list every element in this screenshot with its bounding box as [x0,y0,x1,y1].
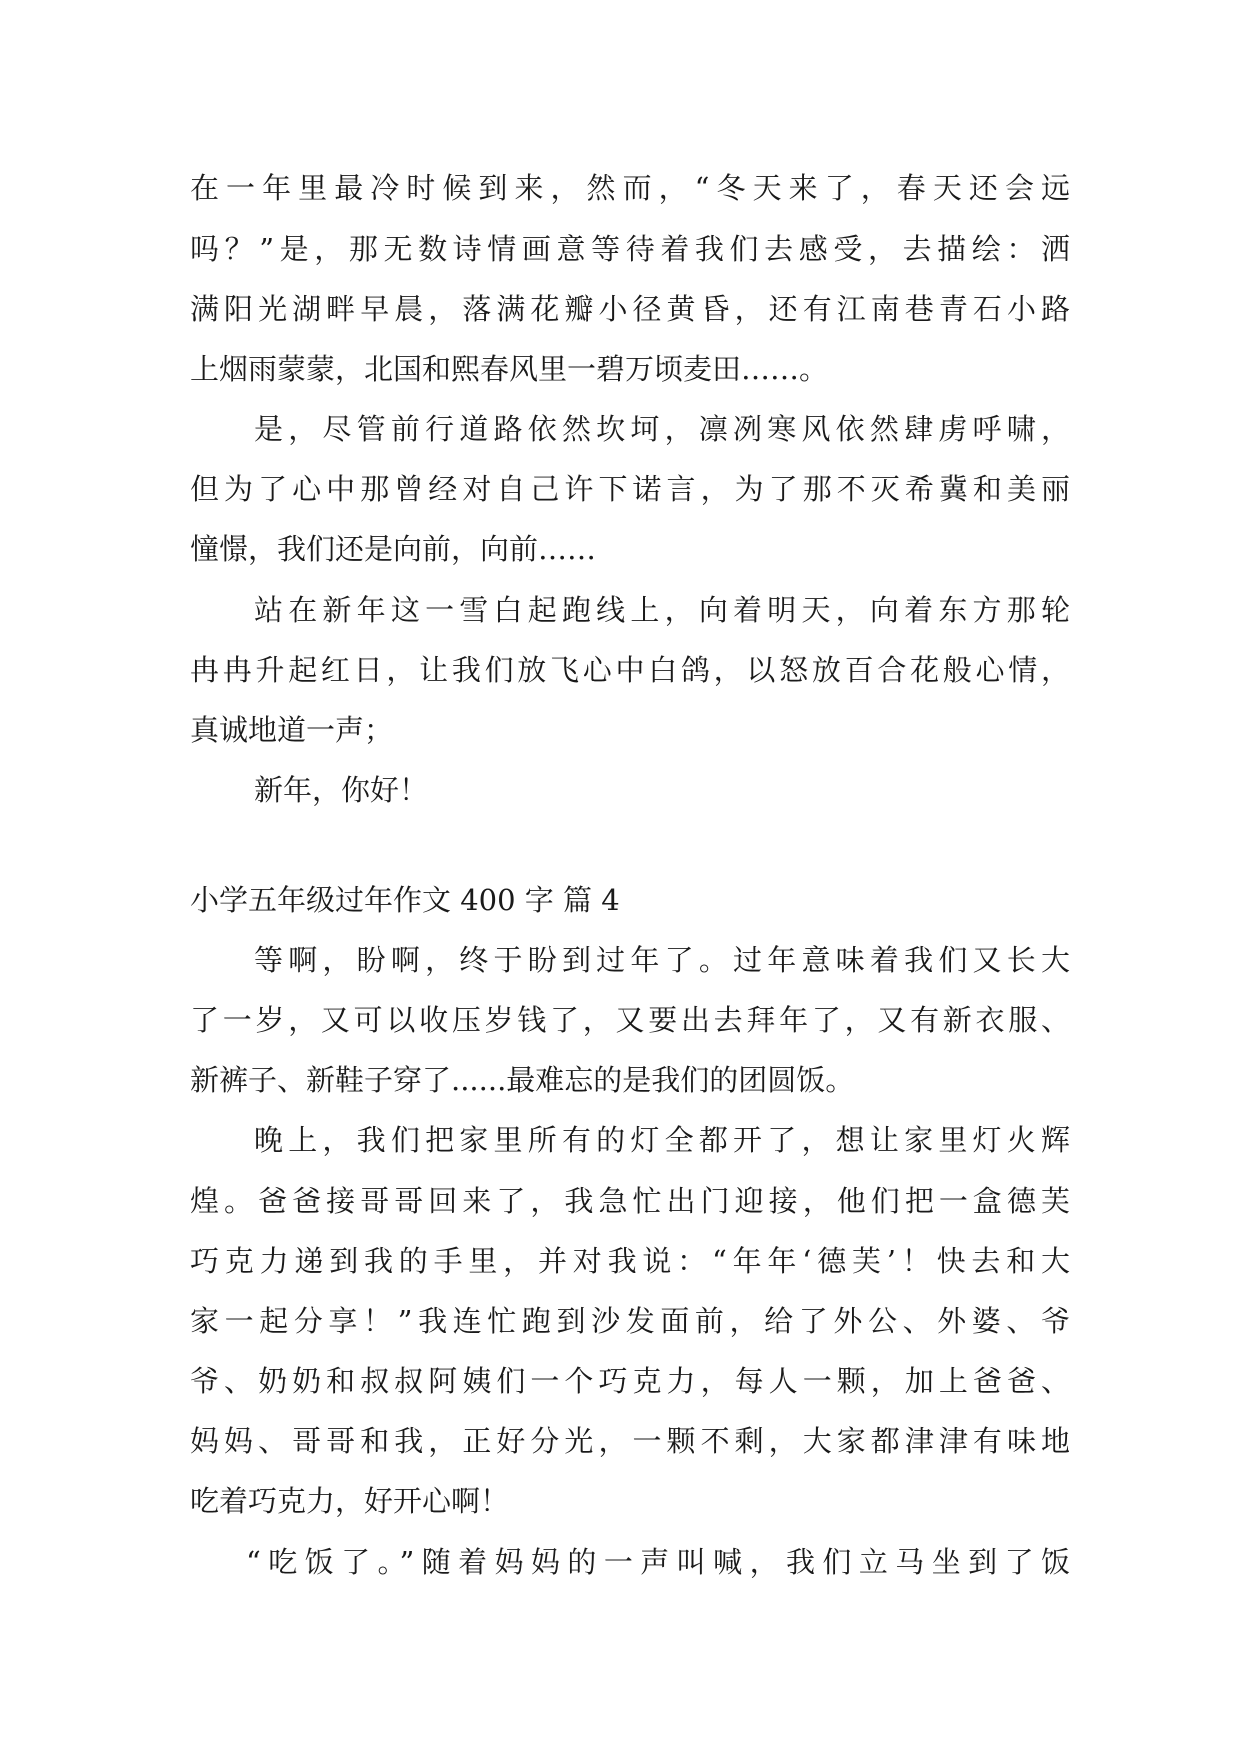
paragraph-first-line: 等啊，盼啊，终于盼到过年了。过年意味着我们又长大 [254,943,1070,977]
paragraph-first-line: 是，尽管前行道路依然坎坷，凛冽寒风依然肆虏呼啸， [254,412,1070,446]
text-line: 煌。爸爸接哥哥回来了，我急忙出门迎接，他们把一盒德芙 [190,1184,1070,1218]
text-line: 在一年里最冷时候到来，然而，“冬天来了，春天还会远 [190,171,1070,205]
paragraph-first-line: “吃饭了。”随着妈妈的一声叫喊，我们立马坐到了饭 [246,1545,1070,1579]
text-line: 冉冉升起红日，让我们放飞心中白鸽，以怒放百合花般心情， [190,653,1070,687]
text-line: 但为了心中那曾经对自己许下诺言，为了那不灭希冀和美丽 [190,472,1070,506]
text-line: 上烟雨蒙蒙，北国和熙春风里一碧万顷麦田……。 [190,352,829,386]
text-line: 巧克力递到我的手里，并对我说：“年年‘德芙’！快去和大 [190,1244,1070,1278]
paragraph-first-line: 晚上，我们把家里所有的灯全都开了，想让家里灯火辉 [254,1123,1070,1157]
text-line: 爷、奶奶和叔叔阿姨们一个巧克力，每人一颗，加上爸爸、 [190,1364,1070,1398]
section-heading: 小学五年级过年作文 400 字 篇 4 [190,883,620,917]
text-line: 憧憬，我们还是向前，向前…… [190,532,597,566]
text-line: 真诚地道一声； [190,713,394,747]
text-line: 吃着巧克力，好开心啊！ [190,1484,510,1518]
text-line: 妈妈、哥哥和我，正好分光，一颗不剩，大家都津津有味地 [190,1424,1070,1458]
text-line: 满阳光湖畔早晨，落满花瓣小径黄昏，还有江南巷青石小路 [190,292,1070,326]
paragraph-first-line: 新年，你好！ [254,773,429,807]
text-line: 吗？”是，那无数诗情画意等待着我们去感受，去描绘：洒 [190,232,1070,266]
text-line: 了一岁，又可以收压岁钱了，又要出去拜年了，又有新衣服、 [190,1003,1070,1037]
text-line: 家一起分享！”我连忙跑到沙发面前，给了外公、外婆、爷 [190,1304,1070,1338]
text-line: 新裤子、新鞋子穿了......最难忘的是我们的团圆饭。 [190,1063,855,1097]
paragraph-first-line: 站在新年这一雪白起跑线上，向着明天，向着东方那轮 [254,593,1070,627]
